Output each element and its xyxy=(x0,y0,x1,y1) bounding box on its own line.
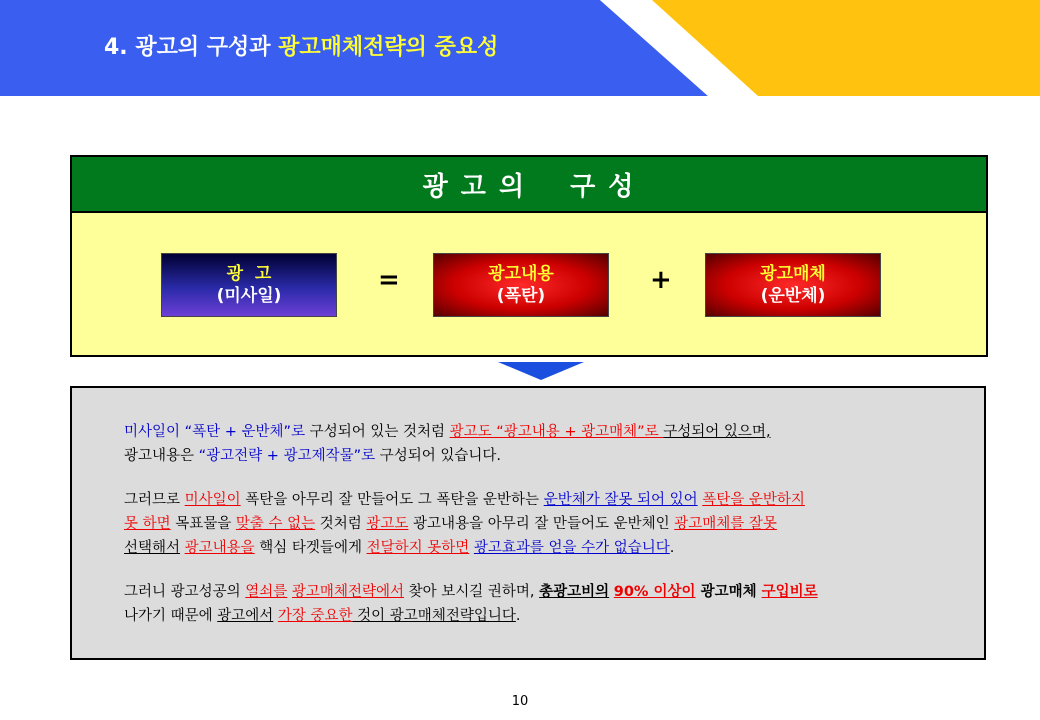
missile-box-label: 광 고 xyxy=(226,264,272,284)
ad-media-sublabel: (운반체) xyxy=(760,286,826,306)
p2-no-effect: 광고효과를 얻을 수가 없습니다 xyxy=(473,540,670,556)
p2-carrier-wrong: 운반체가 잘못 되어 있어 xyxy=(543,492,698,508)
composition-panel xyxy=(70,155,988,357)
p2-text-a: 그러므로 xyxy=(124,492,185,508)
p3-most-important: 가장 중요한 xyxy=(277,608,353,624)
p1-ad-composition: 광고도 “광고내용 + 광고매체”로 xyxy=(449,424,664,440)
p2-missile: 미사일이 xyxy=(184,492,241,508)
p3-purchase-cost: 구입비로 xyxy=(761,584,818,600)
paragraph-1 xyxy=(124,420,771,468)
p3-period: . xyxy=(515,608,521,624)
ad-content-box xyxy=(433,253,609,317)
p1-text-2: 광고내용은 xyxy=(124,448,199,464)
p3-total-cost: 총광고비의 xyxy=(539,584,610,600)
p3-over-90: 90% 이상이 xyxy=(613,584,696,600)
p3-key: 열쇠를 xyxy=(245,584,288,600)
p2-period: . xyxy=(669,540,675,556)
title-banner xyxy=(0,0,1040,96)
p2-carry-bomb: 폭탄을 운반하지 xyxy=(702,492,805,508)
p3-text-c: 광고매체 xyxy=(695,584,762,600)
p2-text-c: 목표물을 xyxy=(170,516,236,532)
composition-header xyxy=(72,157,986,213)
down-arrow-icon xyxy=(498,362,584,380)
p3-text-b: 찾아 보시길 권하며, xyxy=(403,584,540,600)
explanation-panel xyxy=(70,386,986,660)
ad-content-sublabel: (폭탄) xyxy=(496,286,546,306)
p1-text-end: 구성되어 있으며, xyxy=(663,424,771,440)
p3-in-ad: 광고에서 xyxy=(217,608,274,624)
p1-text: 구성되어 있는 것처럼 xyxy=(305,424,450,440)
equals-sign: = xyxy=(378,265,400,295)
p2-fail-deliver: 전달하지 못하면 xyxy=(366,540,470,556)
p3-text-e: 것이 광고매체전략입니다 xyxy=(352,608,516,624)
ad-media-box xyxy=(705,253,881,317)
p3-text-a: 그러니 광고성공의 xyxy=(124,584,246,600)
p2-cannot-hit: 맞출 수 없는 xyxy=(235,516,316,532)
p2-ad-media-wrong: 광고매체를 잘못 xyxy=(674,516,777,532)
slide-title-prefix: 4. 광고의 구성과 xyxy=(104,35,279,60)
p2-text-d: 것처럼 xyxy=(315,516,367,532)
p2-ad-content: 광고내용을 xyxy=(184,540,255,556)
p2-ad-too: 광고도 xyxy=(366,516,409,532)
p1-text-3: 구성되어 있습니다. xyxy=(375,448,502,464)
plus-sign: + xyxy=(650,265,672,295)
slide-title-highlight: 광고매체전략의 중요성 xyxy=(278,35,499,60)
p1-missile-composition: 미사일이 “폭탄 + 운반체”로 xyxy=(124,424,306,440)
p2-text-b: 폭탄을 아무리 잘 만들어도 그 폭탄을 운반하는 xyxy=(240,492,544,508)
p2-select: 선택해서 xyxy=(124,540,181,556)
ad-content-label: 광고내용 xyxy=(488,264,554,284)
paragraph-2 xyxy=(124,488,805,560)
missile-box-sublabel: (미사일) xyxy=(216,286,282,306)
header-word-1: 광 고 의 xyxy=(422,171,527,202)
paragraph-3 xyxy=(124,580,818,628)
p3-text-d: 나가기 때문에 xyxy=(124,608,218,624)
p2-text-e: 광고내용을 아무리 잘 만들어도 운반체인 xyxy=(408,516,675,532)
header-word-2: 구 성 xyxy=(570,171,636,202)
page-number: 10 xyxy=(511,694,529,709)
p1-ad-content-composition: “광고전략 + 광고제작물”로 xyxy=(198,448,376,464)
missile-box xyxy=(161,253,337,317)
p3-media-strategy: 광고매체전략에서 xyxy=(291,584,404,600)
slide-title xyxy=(104,30,498,61)
p2-cannot: 못 하면 xyxy=(124,516,171,532)
p2-text-f: 핵심 타겟들에게 xyxy=(254,540,367,556)
ad-media-label: 광고매체 xyxy=(760,264,826,284)
